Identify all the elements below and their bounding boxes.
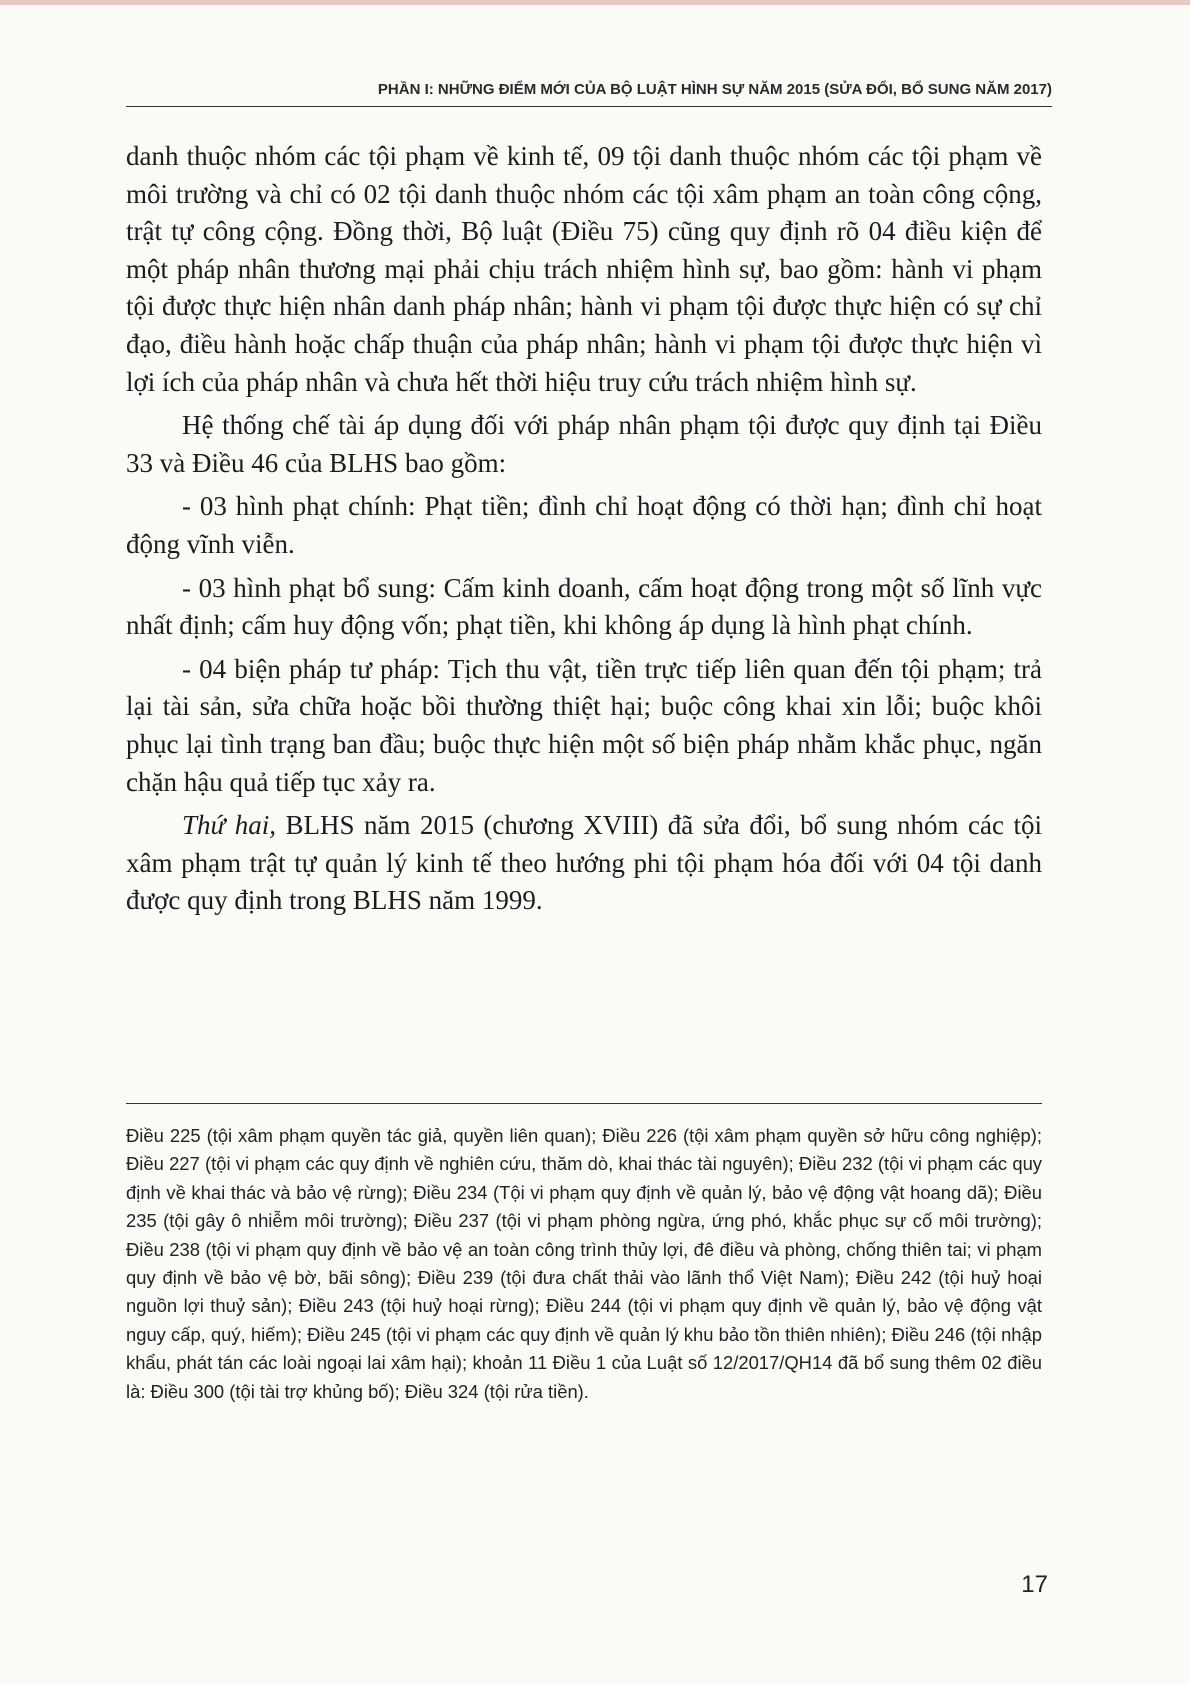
scan-edge-mark	[0, 0, 1190, 5]
footnote-separator	[126, 1103, 1042, 1104]
paragraph-second-point	[126, 807, 1042, 920]
footnote: Điều 225 (tội xâm phạm quyền tác giả, quyền liên quan); Điều 226 (tội xâm phạm quyền sở hữu công nghiệp); Điều 227 (tội vi phạm các quy định về nghiên cứu, thăm dò, khai thác tài nguyên); Điều 232 (tội vi phạm các quy định về khai thác và bảo vệ rừng); Điều 234 (Tội vi phạm quy định về quản lý, bảo vệ động vật hoang dã); Điều 235 (tội gây ô nhiễm môi trường); Điều 237 (tội vi phạm phòng ngừa, ứng phó, khắc phục sự cố môi trường); Điều 238 (tội vi phạm quy định về bảo vệ an toàn công trình thủy lợi, đê điều và phòng, chống thiên tai; vi phạm quy định về bảo vệ bờ, bãi sông); Điều 239 (tội đưa chất thải vào lãnh thổ Việt Nam); Điều 242 (tội huỷ hoại nguồn lợi thuỷ sản); Điều 243 (tội huỷ hoại rừng); Điều 244 (tội vi phạm quy định về quản lý, bảo vệ động vật nguy cấp, quý, hiếm); Điều 245 (tội vi phạm các quy định về quản lý khu bảo tồn thiên nhiên); Điều 246 (tội nhập khẩu, phát tán các loài ngoại lai xâm hại); khoản 11 Điều 1 của Luật số 12/2017/QH14 đã bổ sung thêm 02 điều là: Điều 300 (tội tài trợ khủng bố); Điều 324 (tội rửa tiền).	[126, 1125, 1042, 1402]
paragraph-sanctions-intro: Hệ thống chế tài áp dụng đối với pháp nhân phạm tội được quy định tại Điều 33 và Điều 46 của BLHS bao gồm:	[126, 410, 1042, 478]
page-number: 17	[1021, 1571, 1048, 1598]
italic-lead: Thứ hai,	[182, 810, 276, 841]
paragraph-second-point-text: BLHS năm 2015 (chương XVIII) đã sửa đổi, bổ sung nhóm các tội xâm phạm trật tự quản lý kinh tế theo hướng phi tội phạm hóa đối với 04 tội danh được quy định trong BLHS năm 1999.	[126, 810, 1042, 916]
running-header: PHẦN I: NHỮNG ĐIỂM MỚI CỦA BỘ LUẬT HÌNH SỰ NĂM 2015 (SỬA ĐỔI, BỔ SUNG NĂM 2017)	[126, 80, 1052, 107]
list-item-judicial-measures: - 04 biện pháp tư pháp: Tịch thu vật, tiền trực tiếp liên quan đến tội phạm; trả lại tài sản, sửa chữa hoặc bồi thường thiệt hại; buộc công khai xin lỗi; buộc khôi phục lại tình trạng ban đầu; buộc thực hiện một số biện pháp nhằm khắc phục, ngăn chặn hậu quả tiếp tục xảy ra.	[126, 653, 1042, 797]
list-item-additional-penalties: - 03 hình phạt bổ sung: Cấm kinh doanh, cấm hoạt động trong một số lĩnh vực nhất định; cấm huy động vốn; phạt tiền, khi không áp dụng là hình phạt chính.	[126, 572, 1042, 641]
main-text	[126, 138, 1042, 926]
paragraph-continuation: danh thuộc nhóm các tội phạm về kinh tế, 09 tội danh thuộc nhóm các tội phạm về môi trường và chỉ có 02 tội danh thuộc nhóm các tội xâm phạm an toàn công cộng, trật tự công cộng. Đồng thời, Bộ luật (Điều 75) cũng quy định rõ 04 điều kiện để một pháp nhân thương mại phải chịu trách nhiệm hình sự, bao gồm: hành vi phạm tội được thực hiện nhân danh pháp nhân; hành vi phạm tội được thực hiện có sự chỉ đạo, điều hành hoặc chấp thuận của pháp nhân; hành vi phạm tội được thực hiện vì lợi ích của pháp nhân và chưa hết thời hiệu truy cứu trách nhiệm hình sự.	[126, 141, 1042, 397]
list-item-main-penalties: - 03 hình phạt chính: Phạt tiền; đình chỉ hoạt động có thời hạn; đình chỉ hoạt động vĩnh viễn.	[126, 491, 1042, 559]
